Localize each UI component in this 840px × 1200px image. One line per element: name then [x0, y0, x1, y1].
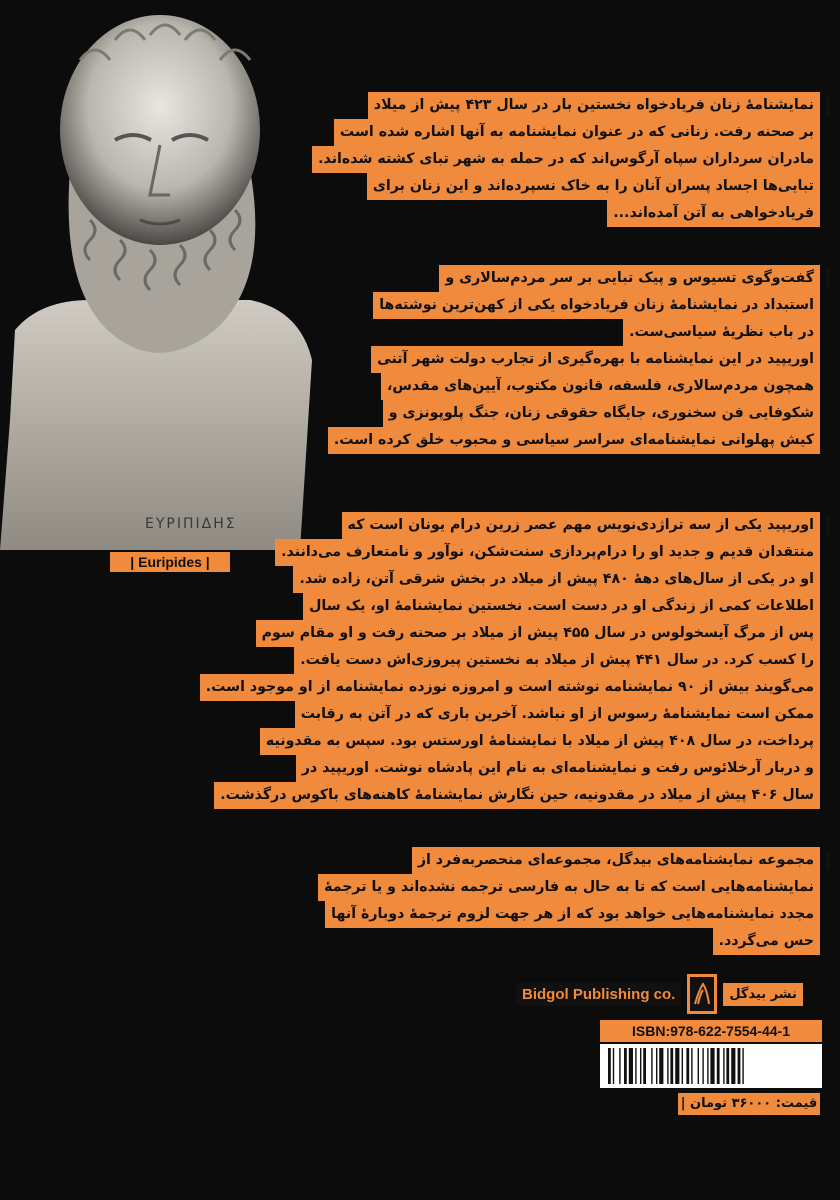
paragraph-line: همچون مردم‌سالاری، فلسفه، قانون مکتوب، آیین‌های مقدس، — [381, 373, 820, 400]
paragraph-line: اوریپید یکی از سه تراژدی‌نویس مهم عصر زرین درام یونان است که — [342, 512, 820, 539]
isbn-label: ISBN:978-622-7554-44-1 — [600, 1020, 822, 1042]
barcode-bar — [726, 1048, 729, 1084]
barcode-bar — [686, 1048, 689, 1084]
paragraph — [300, 847, 820, 955]
barcode-bar — [640, 1048, 641, 1084]
paragraph-line: مادران سرداران سپاه آرگوس‌اند که در حمله به شهر تبای کشته شده‌اند. — [312, 146, 820, 173]
barcode-bar — [742, 1048, 743, 1084]
barcode-bar — [682, 1048, 683, 1084]
paragraph-line: منتقدان قدیم و جدید او را درام‌پردازی سنت‌شکن، نوآور و نامتعارف می‌دانند. — [275, 539, 820, 566]
barcode-bar — [613, 1048, 614, 1084]
barcode-bar — [667, 1048, 668, 1084]
barcode-bar — [608, 1048, 611, 1084]
paragraph — [300, 92, 820, 227]
publisher-block — [508, 972, 820, 1016]
barcode-bar — [691, 1048, 692, 1084]
paragraph-line: گفت‌وگوی تسیوس و پیک تبایی بر سر مردم‌سالاری و — [439, 265, 820, 292]
barcode-bar — [670, 1048, 673, 1084]
paragraph-line: فریادخواهی به آتن آمده‌اند... — [607, 200, 820, 227]
svg-text:ΕΥΡΙΠΙΔΗΣ: ΕΥΡΙΠΙΔΗΣ — [145, 516, 237, 532]
paragraph-line: و دربار آرخلائوس رفت و نمایشنامه‌ای به نام این پادشاه نوشت. اوریپید در — [296, 755, 820, 782]
paragraph-line: اوریپید در این نمایشنامه با بهره‌گیری از تجارب دولت شهر آتنی — [371, 346, 820, 373]
barcode-bar — [619, 1048, 620, 1084]
paragraph-line: استبداد در نمایشنامۀ زنان فریادخواه یکی از کهن‌ترین نوشته‌ها — [373, 292, 820, 319]
barcode-bar — [723, 1048, 724, 1084]
paragraph-line: پرداخت، در سال ۴۰۸ پیش از میلاد با نمایشنامۀ اورستس بود. سپس به مقدونیه — [260, 728, 820, 755]
paragraph-line: سال ۴۰۶ پیش از میلاد در مقدونیه، حین نگارش نمایشنامۀ کاهنه‌های باکوس درگذشت. — [214, 782, 820, 809]
barcode-bar — [710, 1048, 714, 1084]
paragraph-line: نمایشنامه‌هایی است که تا به حال به فارسی ترجمه نشده‌اند و یا ترجمۀ — [318, 874, 820, 901]
paragraph-line: مجدد نمایشنامه‌هایی خواهد بود که از هر جهت لزوم ترجمۀ دوبارۀ آنها — [325, 901, 820, 928]
barcode-bar — [629, 1048, 633, 1084]
barcode-bar — [731, 1048, 735, 1084]
barcode-bar — [698, 1048, 699, 1084]
paragraph — [205, 512, 820, 809]
euripides-bust-image — [0, 0, 315, 550]
paragraph-line: اطلاعات کمی از زندگی او در دست است. نخستین نمایشنامۀ او، یک سال — [303, 593, 820, 620]
paragraph-line: در باب نظریۀ سیاسی‌ست. — [623, 319, 820, 346]
barcode-bar — [702, 1048, 703, 1084]
euripides-caption: | Euripides | — [110, 552, 230, 572]
barcode-bar — [717, 1048, 720, 1084]
barcode-bar — [675, 1048, 679, 1084]
paragraph-line: می‌گویند بیش از ۹۰ نمایشنامه نوشته است و امروزه نوزده نمایشنامه از او موجود است. — [200, 674, 820, 701]
barcode-bar — [624, 1048, 627, 1084]
barcode-icon — [600, 1044, 822, 1088]
paragraph-line: ممکن است نمایشنامۀ رسوس از او نباشد. آخرین باری که در آتن به رقابت — [295, 701, 820, 728]
barcode-bar — [656, 1048, 657, 1084]
barcode-bar — [738, 1048, 741, 1084]
barcode-bar — [651, 1048, 652, 1084]
paragraph-line: حس می‌گردد. — [713, 928, 820, 955]
paragraph-line: تبایی‌ها اجساد پسران آنان را به خاک نسپرده‌اند و این زنان برای — [367, 173, 820, 200]
paragraph-line: بر صحنه رفت. زنانی که در عنوان نمایشنامه به آنها اشاره شده است — [334, 119, 820, 146]
paragraph — [300, 265, 820, 454]
barcode-bar — [707, 1048, 708, 1084]
paragraph-line: نمایشنامۀ زنان فریادخواه نخستین بار در سال ۴۲۳ پیش از میلاد — [368, 92, 820, 119]
paragraph-line: او در یکی از سال‌های دهۀ ۴۸۰ پیش از میلاد در بخش شرقی آتن، زاده شد. — [293, 566, 820, 593]
publisher-name-en: Bidgol Publishing co. — [516, 983, 681, 1006]
barcode-bar — [659, 1048, 663, 1084]
barcode-bar — [635, 1048, 636, 1084]
price-label: قیمت: ۳۶۰۰۰ تومان | — [678, 1093, 820, 1115]
paragraph-line: شکوفایی فن سخنوری، جایگاه حقوقی زنان، جنگ پلوپونزی و — [383, 400, 820, 427]
paragraph-line: را کسب کرد. در سال ۴۴۱ پیش از میلاد به نخستین پیروزی‌اش دست یافت. — [294, 647, 820, 674]
book-hand-logo-icon — [687, 974, 717, 1014]
paragraph-line: پس از مرگ آیسخولوس در سال ۴۵۵ پیش از میلاد بر صحنه رفت و او مقام سوم — [256, 620, 820, 647]
back-cover-text — [205, 92, 820, 993]
paragraph-line: کیش پهلوانی نمایشنامه‌ای سراسر سیاسی و محبوب خلق کرده است. — [328, 427, 820, 454]
publisher-name-fa: نشر بیدگل — [723, 983, 803, 1006]
paragraph-line: مجموعه نمایشنامه‌های بیدگل، مجموعه‌ای منحصربه‌فرد از — [412, 847, 820, 874]
barcode-bar — [643, 1048, 646, 1084]
